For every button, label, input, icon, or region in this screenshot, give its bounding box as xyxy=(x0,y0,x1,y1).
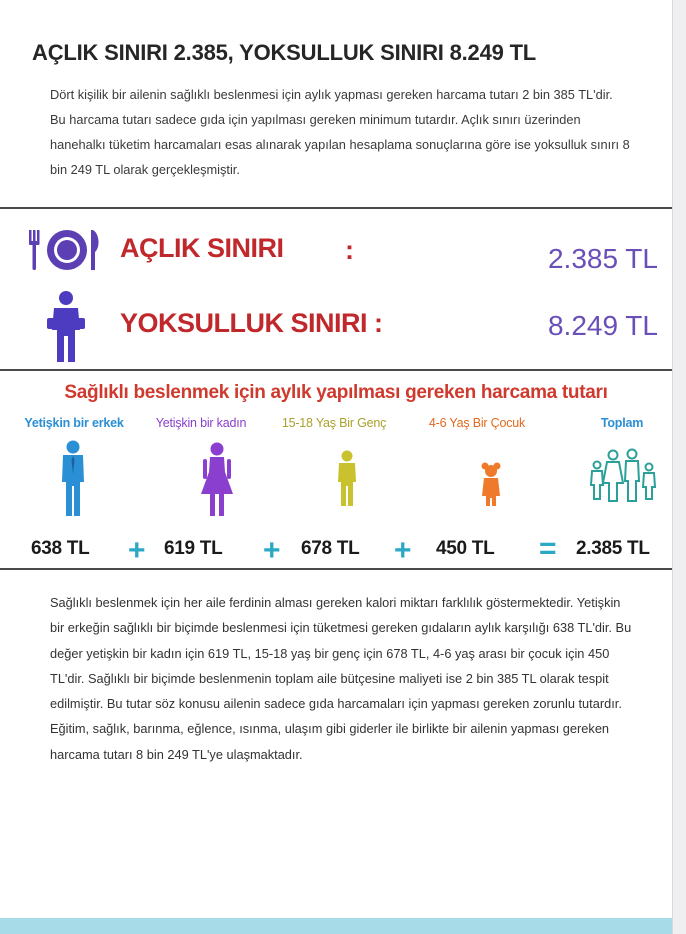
plus-icon: + xyxy=(394,534,412,567)
plus-icon: + xyxy=(128,534,146,567)
man-icon xyxy=(60,440,86,518)
footer-band xyxy=(0,918,672,934)
member-amount-man: 638 TL xyxy=(31,538,90,559)
plate-cutlery-icon xyxy=(27,226,103,274)
divider xyxy=(0,369,672,371)
plus-icon: + xyxy=(263,534,281,567)
child-icon xyxy=(480,462,502,508)
poverty-limit-label: YOKSULLUK SINIRI : xyxy=(120,308,383,338)
total-label: Toplam xyxy=(600,416,644,430)
member-label-teen: 15-18 Yaş Bir Genç xyxy=(281,416,387,430)
hunger-limit-value: 2.385 TL xyxy=(547,243,658,274)
member-amount-teen: 678 TL xyxy=(301,538,360,559)
family-icon xyxy=(588,447,658,503)
hunger-limit-colon: : xyxy=(345,235,354,265)
woman-icon xyxy=(199,442,235,518)
total-amount: 2.385 TL xyxy=(576,538,650,559)
poverty-limit-value: 8.249 TL xyxy=(547,310,658,341)
member-amount-child: 450 TL xyxy=(436,538,495,559)
divider xyxy=(0,207,672,209)
teen-icon xyxy=(336,450,358,508)
member-label-man: Yetişkin bir erkek xyxy=(24,416,124,430)
headline: AÇLIK SINIRI 2.385, YOKSULLUK SINIRI 8.249 TL xyxy=(32,40,537,65)
member-label-child: 4-6 Yaş Bir Çocuk xyxy=(428,416,526,430)
equals-icon: = xyxy=(539,532,557,565)
member-label-woman: Yetişkin bir kadın xyxy=(155,416,247,430)
spending-title: Sağlıklı beslenmek için aylık yapılması gereken harcama tutarı xyxy=(64,382,608,403)
member-amount-woman: 619 TL xyxy=(164,538,223,559)
empty-pockets-person-icon xyxy=(46,290,86,364)
divider xyxy=(0,568,672,570)
hunger-limit-label: AÇLIK SINIRI xyxy=(120,233,284,263)
body-paragraph: Sağlıklı beslenmek için her aile ferdinin alması gereken kalori miktarı farklılık göstermektedir. Yetişkin bir erkeğin sağlıklı bir biçimde beslenmesi için tüketmesi gereken gıdaların aylık karşılığı 638 TL'dir. Bu değer yetişkin bir kadın için 619 TL, 15-18 yaş bir genç için 678 TL, 4-6 yaş arası bir çocuk için 450 TL'dir. Sağlıklı bir biçimde beslenmenin toplam aile bütçesine maliyeti ise 2 bin 385 TL olarak tespit edilmiştir. Bu tutar söz konusu ailenin sadece gıda harcamaları için yapması gereken zorunlu tutardır. Eğitim, sağlık, barınma, eğlence, ısınma, ulaşım gibi giderler ile birlikte bir ailenin yapması gereken harcama tutarı 8 bin 249 TL'ye ulaşmaktadır. xyxy=(50,595,632,762)
intro-paragraph: Dört kişilik bir ailenin sağlıklı beslenmesi için aylık yapması gereken harcama tutarı 2 bin 385 TL'dir. Bu harcama tutarı sadece gıda için yapılması gereken minimum tutardır. Açlık sınırı üzerinden hanehalkı tüketim harcamaları esas alınarak yapılan hesaplama sonuçlarına göre ise yoksulluk sınırı 8 bin 249 TL olarak gerçekleşmiştir. xyxy=(50,87,630,177)
